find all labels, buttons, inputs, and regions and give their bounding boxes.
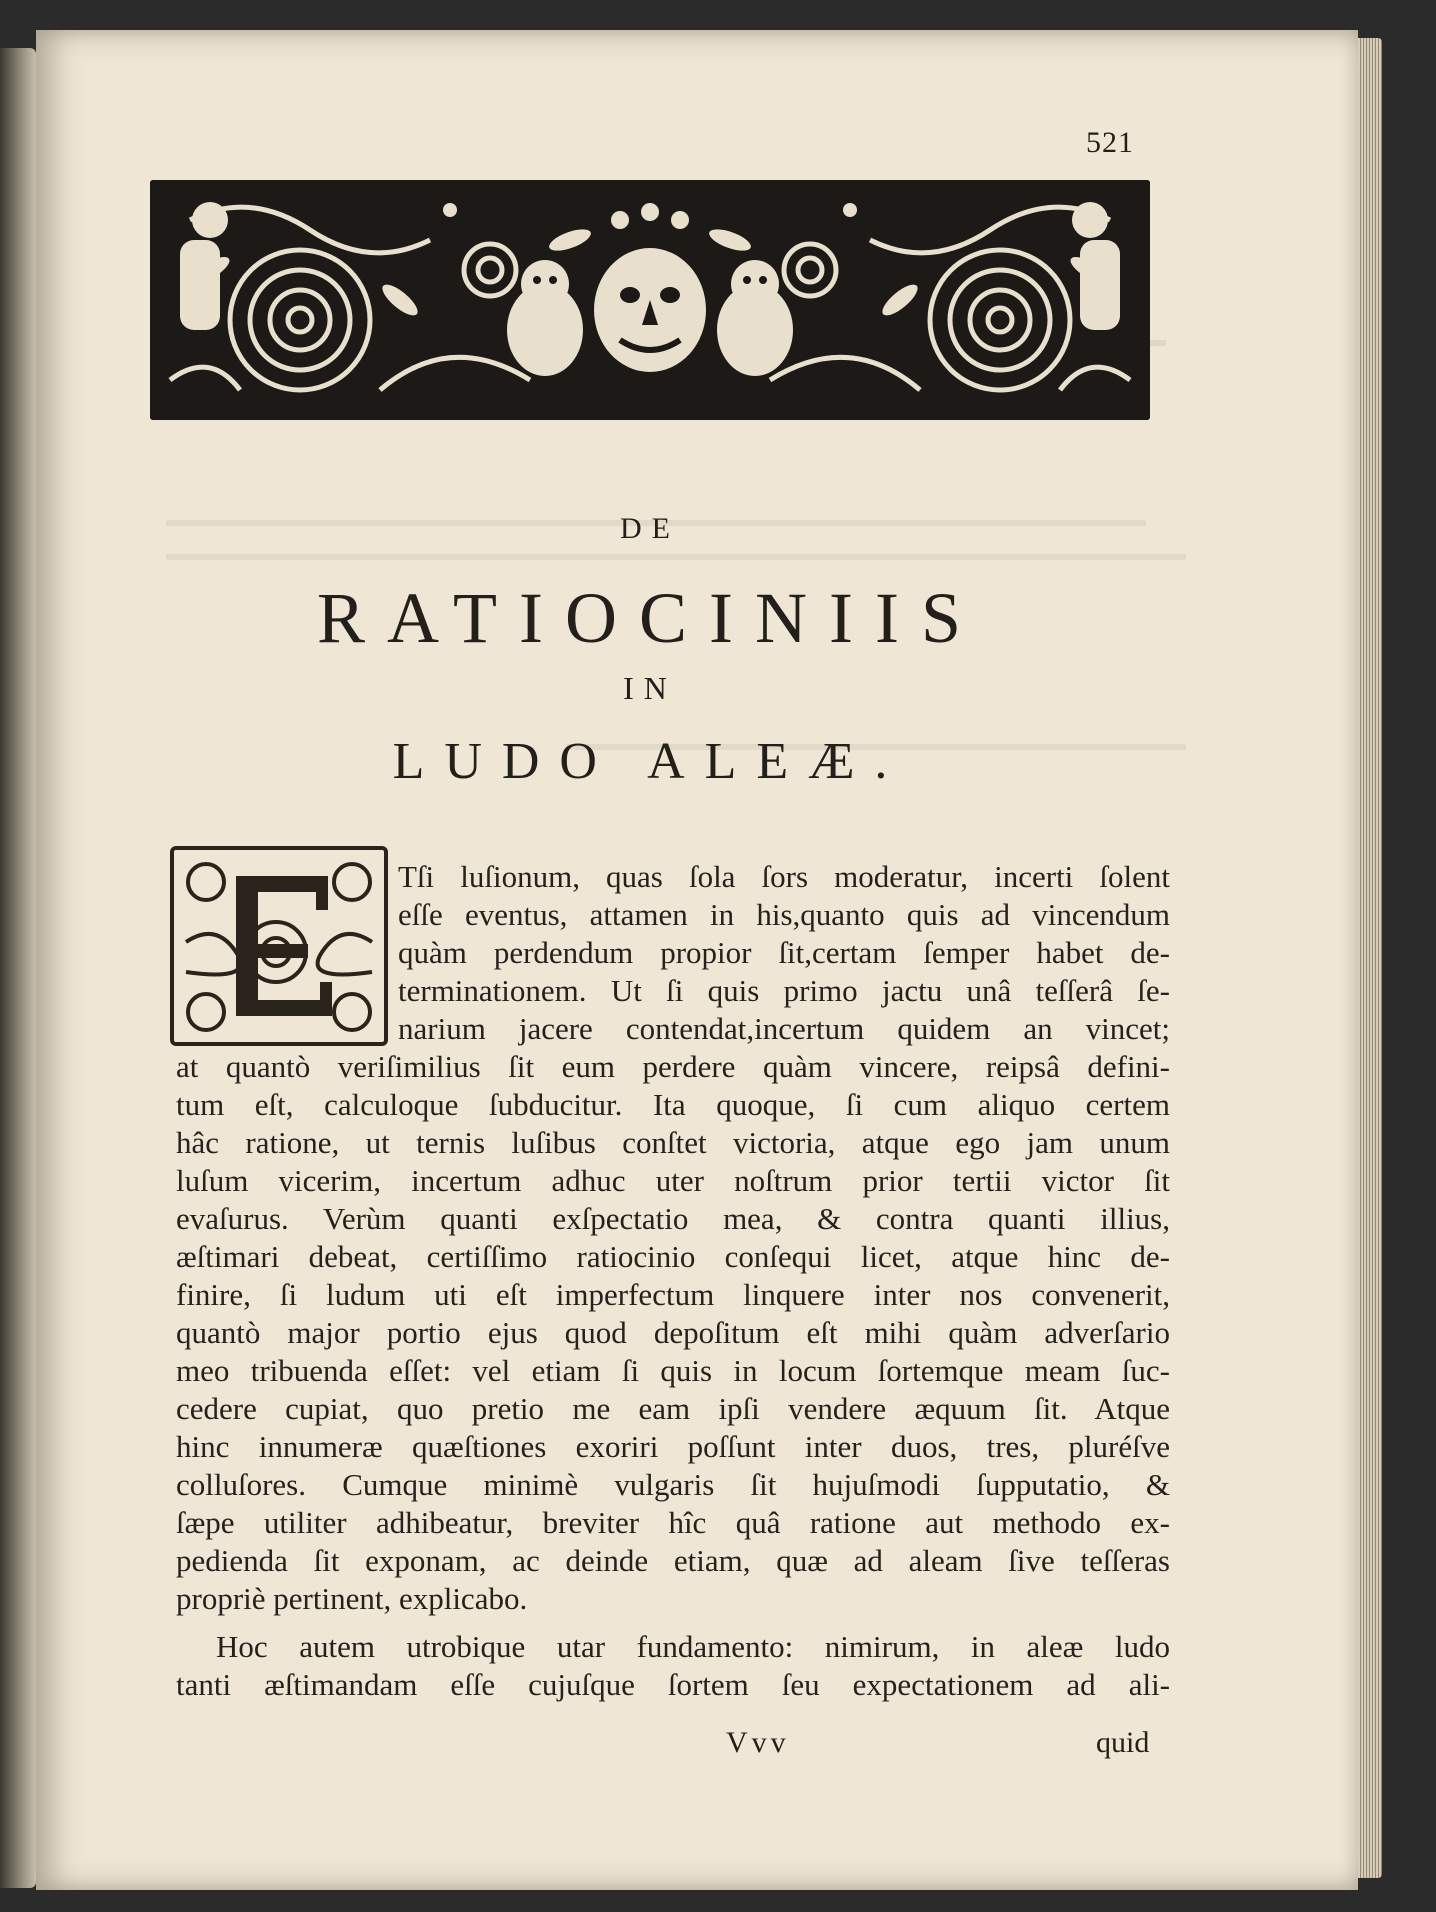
title-main: RATIOCINIIS — [317, 578, 983, 658]
headpiece-ornament-icon — [150, 180, 1150, 420]
catchword: quid — [1096, 1726, 1150, 1759]
text-line: colluſores. Cumque minimè vulgaris ſit hujuſmodi ſupputatio, & — [176, 1467, 1170, 1502]
text-line: pedienda ſit exponam, ac deinde etiam, quæ ad aleam ſive teſſeras — [176, 1543, 1170, 1578]
text-line: tum eſt, calculoque ſubducitur. Ita quoque, ſi cum aliquo certem — [176, 1087, 1170, 1122]
text-line: meo tribuenda eſſet: vel etiam ſi quis in locum ſortemque meam ſuc- — [176, 1353, 1170, 1388]
text-line: eſſe eventus, attamen in his,quanto quis ad vincendum — [398, 897, 1170, 932]
text-line: quantò major portio ejus quod depoſitum eſt mihi quàm adverſario — [176, 1315, 1170, 1350]
text-line: Tſi luſionum, quas ſola ſors moderatur, incerti ſolent — [398, 859, 1170, 894]
text-line: hinc innumeræ quæſtiones exoriri poſſunt inter duos, tres, pluréſve — [176, 1429, 1170, 1464]
text-line: narium jacere contendat,incertum quidem an vincet; — [398, 1011, 1170, 1046]
text-line: propriè pertinent, explicabo. — [176, 1581, 528, 1616]
text-line: tanti æſtimandam eſſe cujuſque ſortem ſeu expectationem ad ali- — [176, 1667, 1170, 1702]
text-line: ſæpe utiliter adhibeatur, breviter hîc quâ ratione aut methodo ex- — [176, 1505, 1170, 1540]
text-line: terminationem. Ut ſi quis primo jactu unâ teſſerâ ſe- — [398, 973, 1170, 1008]
ornamental-headpiece — [150, 180, 1150, 420]
book-page — [36, 30, 1358, 1890]
page-number: 521 — [1086, 126, 1134, 159]
signature-mark: Vvv — [726, 1726, 790, 1759]
initial-e-ornament-icon — [166, 842, 392, 1050]
text-line: at quantò veriſimilius ſit eum perdere quàm vincere, reipsâ defini- — [176, 1049, 1170, 1084]
text-line: evaſurus. Verùm quanti exſpectatio mea, & contra quanti illius, — [176, 1201, 1170, 1236]
text-line: quàm perdendum propior ſit,certam ſemper habet de- — [398, 935, 1170, 970]
text-line: finire, ſi ludum uti eſt imperfectum linquere inter nos convenerit, — [176, 1277, 1170, 1312]
text-line: æſtimari debeat, certiſſimo ratiocinio conſequi licet, atque hinc de- — [176, 1239, 1170, 1274]
title-in: IN — [623, 670, 677, 706]
text-line: hâc ratione, ut ternis luſibus conſtet victoria, atque ego jam unum — [176, 1125, 1170, 1160]
decorated-initial — [166, 842, 392, 1050]
text-line: luſum vicerim, incertum adhuc uter noſtrum prior tertii victor ſit — [176, 1163, 1170, 1198]
facing-page-edge — [0, 48, 36, 1888]
text-line: cedere cupiat, quo pretio me eam ipſi vendere æquum ſit. Atque — [176, 1391, 1170, 1426]
text-line: Hoc autem utrobique utar fundamento: nimirum, in aleæ ludo — [216, 1629, 1170, 1664]
title-de: DE — [620, 512, 680, 545]
title-ludo-aleae: LUDO ALEÆ. — [392, 733, 908, 790]
